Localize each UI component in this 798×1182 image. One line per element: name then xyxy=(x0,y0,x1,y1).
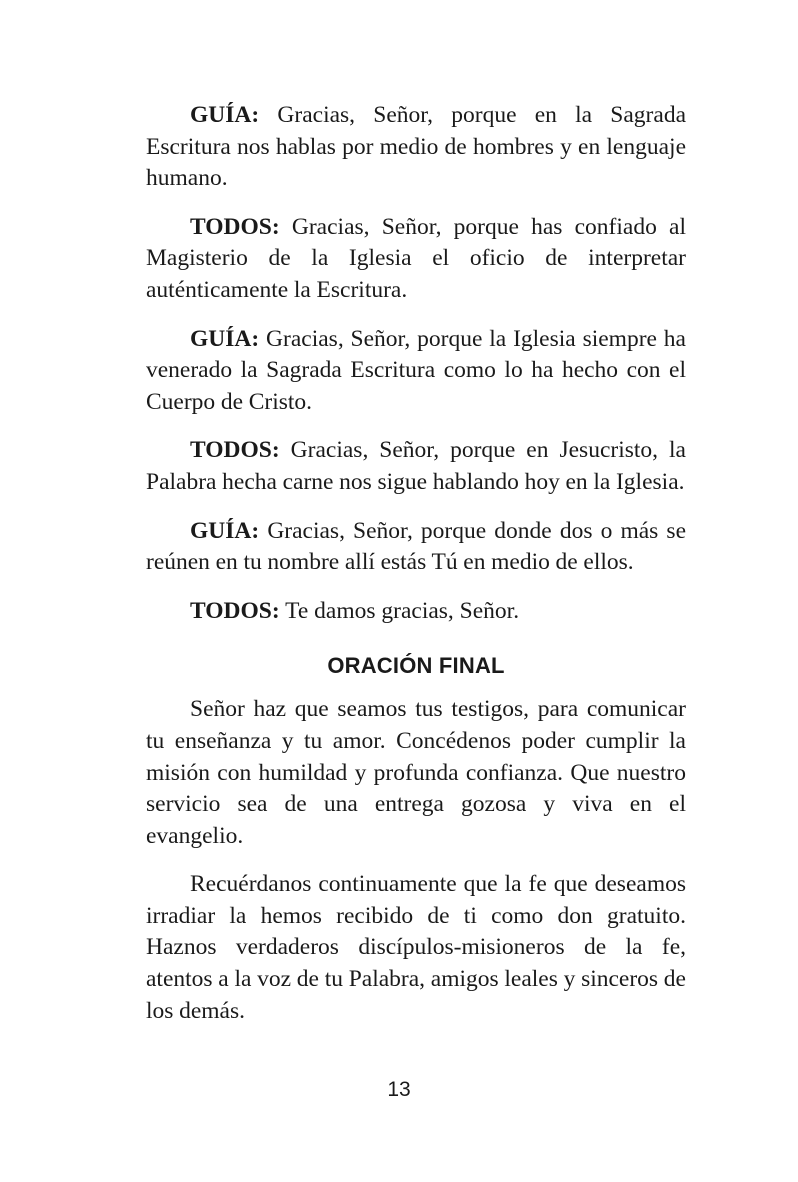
prayer-paragraph: Recuérdanos continuamente que la fe que deseamos irradiar la hemos recibido de ti como don gratuito. Haznos verdaderos discípulos-misioneros de la fe, atentos a la voz de tu Palabra, amigos leales y sinceros de los demás. xyxy=(146,871,686,1024)
dialogue-text: Te damos gracias, Señor. xyxy=(279,597,520,624)
dialogue-text: Gracias, Señor, porque en Jesucristo, la Palabra hecha carne nos sigue hablando hoy en la Iglesia. xyxy=(146,437,686,495)
page-body xyxy=(146,100,686,1027)
dialogue-line xyxy=(146,100,686,195)
speaker-label: GUÍA: xyxy=(190,517,260,544)
dialogue-text: Gracias, Señor, porque donde dos o más se reúnen en tu nombre allí estás Tú en medio de ellos. xyxy=(146,517,686,576)
speaker-label: GUÍA: xyxy=(190,325,260,352)
speaker-label: GUÍA: xyxy=(190,102,260,128)
dialogue-line xyxy=(146,516,686,579)
dialogue-text: Gracias, Señor, porque has confiado al Magisterio de la Iglesia el oficio de interpretar auténticamente la Escritura. xyxy=(146,213,686,303)
speaker-label: TODOS: xyxy=(190,437,280,464)
page-number: 13 xyxy=(387,1078,411,1101)
section-heading: ORACIÓN FINAL xyxy=(327,653,505,679)
speaker-label: TODOS: xyxy=(190,213,280,240)
speaker-label: TODOS: xyxy=(190,597,280,624)
prayer-paragraph: Señor haz que seamos tus testigos, para comunicar tu enseñanza y tu amor. Concédenos poder cumplir la misión con humildad y profunda confianza. Que nuestro servicio sea de una entrega gozosa y viva en el evangelio. xyxy=(146,696,686,849)
dialogue-text: Gracias, Señor, porque en la Sagrada Escritura nos hablas por medio de hombres y en lenguaje humano. xyxy=(146,102,686,192)
dialogue-line xyxy=(146,324,686,419)
dialogue-line xyxy=(146,435,686,498)
dialogue-line xyxy=(146,212,686,307)
dialogue-text: Gracias, Señor, porque la Iglesia siempre ha venerado la Sagrada Escritura como lo ha hecho con el Cuerpo de Cristo. xyxy=(146,325,686,415)
dialogue-line xyxy=(146,596,686,628)
